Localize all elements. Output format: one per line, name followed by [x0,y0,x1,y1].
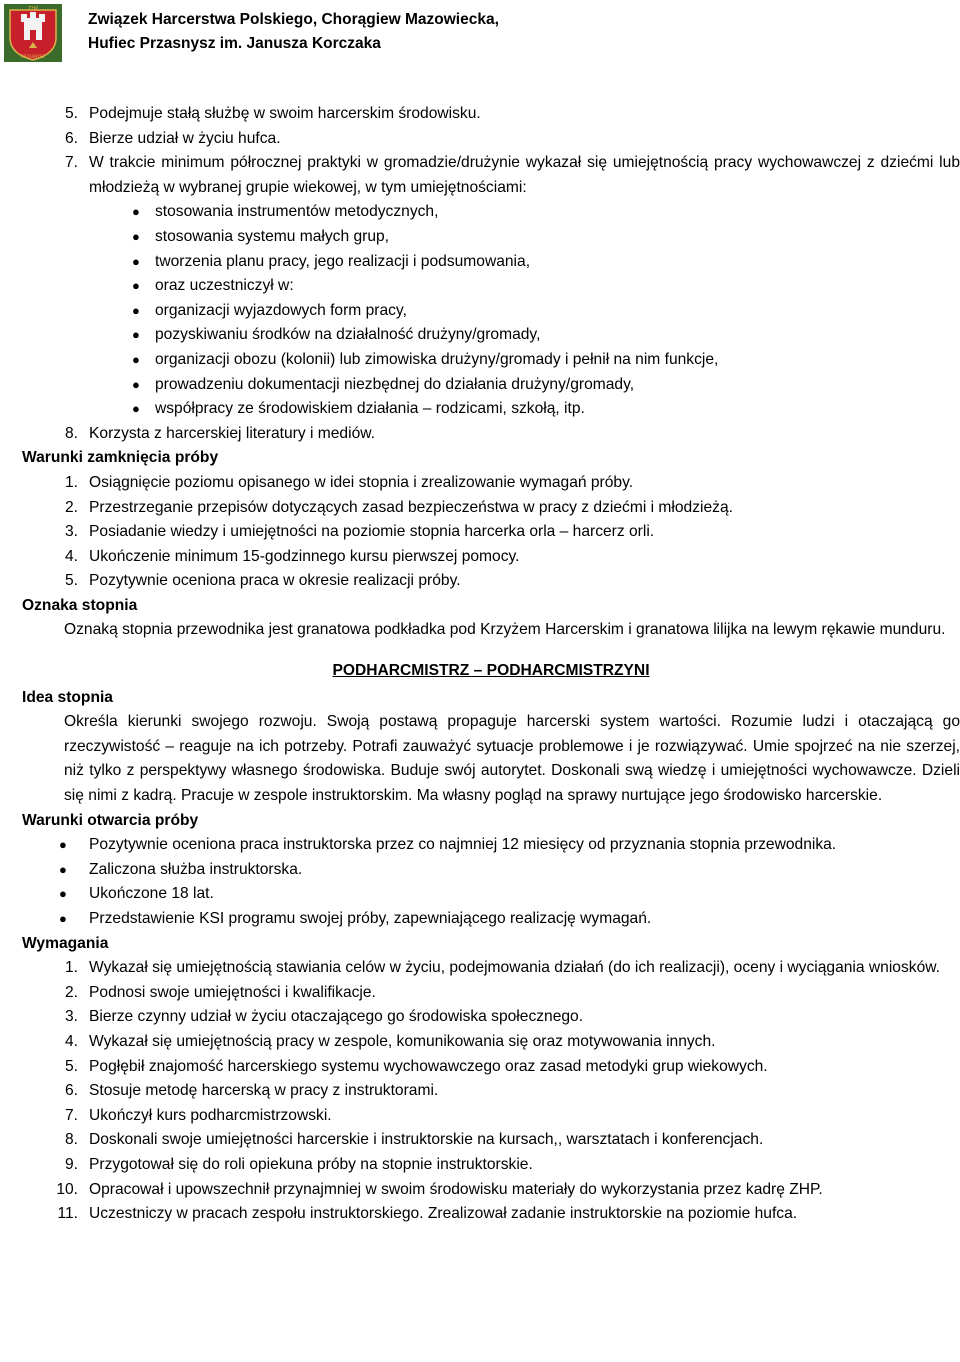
bullet-icon: ● [132,351,140,367]
closing-conditions-heading: Warunki zamknięcia próby [22,449,219,467]
list-item: ● organizacji obozu (kolonii) lub zimowiska drużyny/gromady i pełnił na nim funkcje, [22,348,960,373]
requirements-list [22,956,960,1227]
list-item: ● stosowania instrumentów metodycznych, [22,200,960,225]
list-item: 10. Opracował i upowszechnił przynajmniej w swoim środowisku materiały do wykorzystania przez kadrę ZHP. [56,1180,823,1198]
top-numbered-list [22,102,960,200]
section-title: PODHARCMISTRZ – PODHARCMISTRZYNI [332,662,650,680]
requirements-heading: Wymagania [22,934,109,952]
bullet-icon: ● [59,861,67,877]
list-item: 6. Bierze udział w życiu hufca. [64,129,281,147]
organization-name [88,8,499,56]
bullet-icon: ● [132,401,140,417]
list-item: 1. Osiągnięcie poziomu opisanego w idei stopnia i zrealizowanie wymagań próby. [64,473,634,491]
list-item: 3. Bierze czynny udział w życiu otaczającego go środowiska społecznego. [64,1008,584,1026]
idea-description: Określa kierunki swojego rozwoju. Swoją postawą propaguje harcerski system wartości. Rozumie ludzi i otaczającą go rzeczywistość – reaguje na ich potrzeby. Potrafi zauważyć sytuacje problemowe i je rozwiązywać. Umie spojrzeć na nie szerzej, niż tylko z perspektywy własnego środowiska. Buduje swój autorytet. Doskonali swą wiedzę i umiejętności wychowawcze. Dzieli się nimi z kadrą. Pracuje w zespole instruktorskim. Ma własny pogląd na sprawy nurtujące jego środowisko harcerskie. [64,713,960,805]
list-item: 5. Pogłębił znajomość harcerskiego systemu wychowawczego oraz zasad metodyki grup wiekowych. [64,1057,768,1075]
list-item: ● pozyskiwaniu środków na działalność drużyny/gromady, [22,323,960,348]
list-item: 3. Posiadanie wiedzy i umiejętności na poziomie stopnia harcerka orla – harcerz orli. [64,523,655,541]
bullet-icon: ● [132,302,140,318]
closing-conditions-list [22,471,960,594]
list-item: 4. Wykazał się umiejętnością pracy w zespole, komunikowania się oraz motywowania innych. [64,1032,716,1050]
bullet-icon: ● [132,278,140,294]
list-item: ● prowadzeniu dokumentacji niezbędnej do działania drużyny/gromady, [22,373,960,398]
svg-text:PRZASNYSZ: PRZASNYSZ [21,54,45,59]
org-line-1: Związek Harcerstwa Polskiego, Chorągiew Mazowiecka, [88,11,499,28]
badge-description: Oznaką stopnia przewodnika jest granatowa podkładka pod Krzyżem Harcerskim i granatowa lilijka na lewym rękawie munduru. [64,621,946,639]
list-item: 7. W trakcie minimum półrocznej praktyki w gromadzie/drużynie wykazał się umiejętnością pracy wychowawczej z dziećmi lub młodzieżą w wybranej grupie wiekowej, w tym umiejętnościami: [64,154,960,196]
list-item: ● Pozytywnie oceniona praca instruktorska przez co najmniej 12 miesięcy od przyznania stopnia przewodnika. [22,833,960,858]
list-item: 4. Ukończenie minimum 15-godzinnego kursu pierwszej pomocy. [64,547,520,565]
opening-conditions-heading: Warunki otwarcia próby [22,811,199,829]
list-item: 6. Stosuje metodę harcerską w pracy z instruktorami. [64,1082,439,1100]
list-item: 1. Wykazał się umiejętnością stawiania celów w życiu, podejmowania działań (do ich realizacji), oceny i wyciągania wniosków. [64,959,940,977]
list-item: 9. Przygotował się do roli opiekuna próby na stopnie instruktorskie. [64,1155,533,1173]
hufiec-logo [4,4,62,62]
bullet-icon: ● [132,204,140,220]
bullet-icon: ● [132,327,140,343]
bullet-icon: ● [59,911,67,926]
document-body [22,102,960,1227]
list-item: ● organizacji wyjazdowych form pracy, [22,299,960,324]
list-item: 5. Podejmuje stałą służbę w swoim harcerskim środowisku. [64,105,481,122]
page-header [0,0,960,60]
idea-heading: Idea stopnia [22,688,113,706]
list-item: 11. Uczestniczy w pracach zespołu instruktorskiego. Zrealizował zadanie instruktorskie na poziomie hufca. [57,1205,798,1223]
org-line-2: Hufiec Przasnysz im. Janusza Korczaka [88,35,381,52]
bullet-icon: ● [59,837,67,853]
opening-conditions-list [22,833,960,931]
list-item: 8. Korzysta z harcerskiej literatury i mediów. [64,424,375,442]
list-item: 8. Doskonali swoje umiejętności harcerskie i instruktorskie na kursach,, warsztatach i konferencjach. [64,1131,764,1149]
bullet-icon: ● [132,228,140,244]
list-item: ● współpracy ze środowiskiem działania – rodzicami, szkołą, itp. [22,397,960,422]
list-item: ● oraz uczestniczył w: [22,274,960,299]
skills-bullet-list [22,200,960,421]
list-item: 5. Pozytywnie oceniona praca w okresie realizacji próby. [64,572,461,590]
bullet-icon: ● [132,376,140,392]
list-item: 7. Ukończył kurs podharcmistrzowski. [64,1106,332,1124]
list-item: ● stosowania systemu małych grup, [22,225,960,250]
list-item: 2. Przestrzeganie przepisów dotyczących zasad bezpieczeństwa w pracy z dziećmi i młodzieżą. [64,498,733,516]
badge-heading: Oznaka stopnia [22,596,138,614]
list-item: ● tworzenia planu pracy, jego realizacji i podsumowania, [22,250,960,275]
list-item: ● Ukończone 18 lat. [22,882,960,907]
svg-text:ZHP: ZHP [27,6,39,12]
bullet-icon: ● [132,253,140,269]
list-item: ● Przedstawienie KSI programu swojej próby, zapewniającego realizację wymagań. [22,907,960,932]
bullet-icon: ● [59,886,67,902]
list-item: 2. Podnosi swoje umiejętności i kwalifikacje. [64,983,376,1001]
list-item: ● Zaliczona służba instruktorska. [22,858,960,883]
